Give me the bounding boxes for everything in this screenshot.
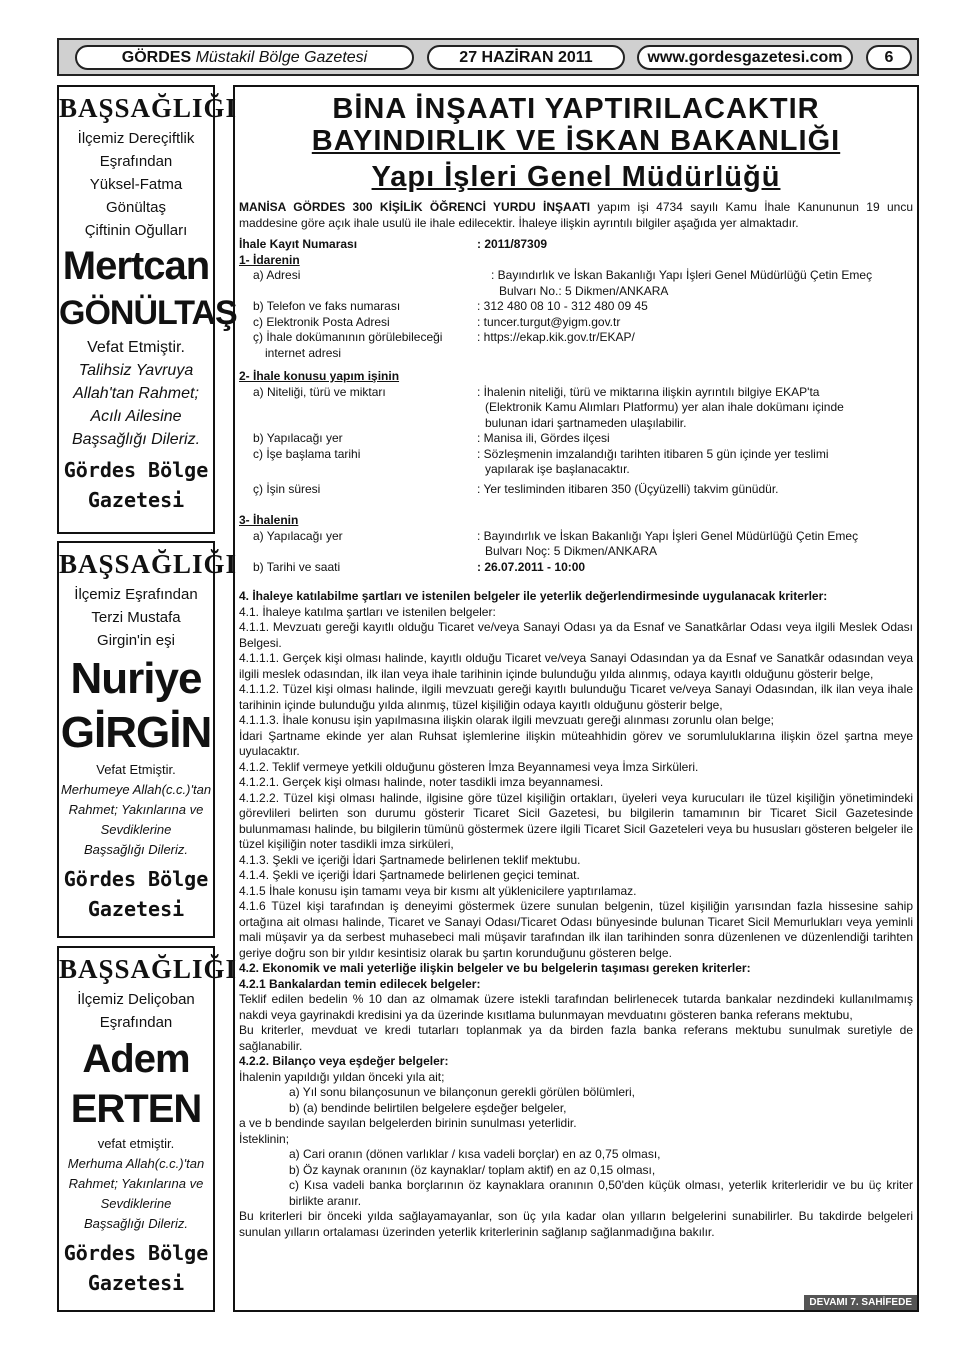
page-number: 6 xyxy=(866,45,912,70)
continued-label: DEVAMI 7. SAHİFEDE xyxy=(804,1295,917,1310)
info-value: : 312 480 08 10 - 312 480 09 45 xyxy=(477,299,648,313)
body-paragraph: 4.1.1.3. İhale konusu işin yapılmasına ilişkin olarak ilgili mevzuatı gereği alınması zorunlu olan belge; xyxy=(239,713,774,727)
obituary-message: Allah'tan Rahmet; xyxy=(73,385,199,402)
info-row xyxy=(235,315,917,331)
info-row xyxy=(235,346,917,362)
obituary-message: Merhuma Allah(c.c.)'tan xyxy=(67,1156,205,1171)
obituary-line: Yüksel-Fatma xyxy=(89,176,183,193)
info-row xyxy=(235,529,917,560)
notice-ministry: BAYINDIRLIK VE İSKAN BAKANLIĞI xyxy=(311,125,841,157)
info-row xyxy=(235,268,917,299)
obituary-status: vefat etmiştir. xyxy=(97,1136,175,1151)
obituary-line: İlçemiz Eşrafından xyxy=(74,586,198,603)
obituary-message: Rahmet; Yakınlarına ve xyxy=(68,1176,204,1191)
obituary-box-2 xyxy=(57,541,238,938)
info-label: b) Telefon ve faks numarası xyxy=(253,299,401,313)
tender-datetime: : 26.07.2011 - 10:00 xyxy=(477,559,586,574)
list-item: a) Yıl sonu bilançosunun ve bilançonun gerekli görülen bölümleri, xyxy=(289,1085,635,1099)
notice-intro xyxy=(239,199,913,231)
obituary-message: Sevdiklerine xyxy=(100,1196,172,1211)
section-2-heading: 2- İhale konusu yapım işinin xyxy=(239,369,400,383)
paper-subtitle: Müstakil Bölge Gazetesi xyxy=(195,49,368,66)
obituary-line: Terzi Mustafa xyxy=(91,609,181,626)
info-value: bulunan idari şartnameden ulaşılabilir. xyxy=(485,415,687,430)
info-label: a) Adresi xyxy=(253,268,301,282)
info-value: : Manisa ili, Gördes ilçesi xyxy=(477,431,610,445)
section-4-body xyxy=(239,605,913,1241)
obituary-title: BAŞSAĞLIĞI xyxy=(59,549,238,579)
section-1-heading: 1- İdarenin xyxy=(239,252,300,267)
body-paragraph: İsteklinin; xyxy=(239,1131,290,1146)
info-label: ç) İşin süresi xyxy=(253,481,321,496)
subsection-heading: 4.2.1 Bankalardan temin edilecek belgeler: xyxy=(239,976,481,991)
page-header xyxy=(57,38,919,76)
subsection-heading: 4.2.2. Bilanço veya eşdeğer belgeler: xyxy=(239,1054,449,1068)
paper-title-pill xyxy=(75,45,414,70)
info-value: : Bayındırlık ve İskan Bakanlığı Yapı İşleri Genel Müdürlüğü Çetin Emeç xyxy=(477,528,859,543)
body-paragraph: 4.1.1. Mevzuatı gereği kayıtlı olduğu Ticaret ve/veya Sanayi Odası ya da Esnaf ve Sanatkârlar Odası veya ilgili Meslek Odası Belgesi. xyxy=(239,620,913,650)
obituary-line: Eşrafından xyxy=(99,1014,173,1031)
registration-label: İhale Kayıt Numarası xyxy=(239,237,358,251)
info-label: c) İşe başlama tarihi xyxy=(253,446,361,461)
body-paragraph: İdari Şartname ekinde yer alan Ruhsat işlemlerine ilişkin müteahhidin görev ve sorumluluklarına ilişkin özel şartna meye uyulacaktır. xyxy=(239,728,913,758)
deceased-surname: GİRGİN xyxy=(60,708,212,757)
obituary-message: Merhumeye Allah(c.c.)'tan xyxy=(60,782,212,797)
info-row xyxy=(235,560,917,576)
obituary-message: Rahmet; Yakınlarına ve xyxy=(68,802,204,817)
info-row xyxy=(235,447,917,478)
intro-text: yapım işi 4734 sayılı Kamu İhale Kanununun 19 uncu maddesine göre açık ihale usulü ile ihale edilecektir. İhaleye ilişkin ayrıntılı bilgiler aşağıda yer almaktadır. xyxy=(239,200,913,230)
section-4-heading: 4. İhaleye katılabilme şartları ve istenilen belgeler ile yeterlik değerlendirmesinde uygulanacak kriterler: xyxy=(239,589,828,603)
list-item: b) (a) bendinde belirtilen belgelere eşdeğer belgeler, xyxy=(289,1100,567,1115)
list-item: a) Cari oranın (dönen varlıklar / kısa vadeli borçlar) en az 0,75 olması, xyxy=(289,1147,661,1161)
info-label: ç) İhale dokümanının görülebileceği xyxy=(253,330,443,344)
info-value: (Elektronik Kamu Alımları Platformu) yer alan ihale dokümanı içinde xyxy=(485,400,844,414)
obituary-line: İlçemiz Deliçoban xyxy=(77,991,195,1008)
body-paragraph: a ve b bendinde sayılan belgelerden birinin sunulması yeterlidir. xyxy=(239,1116,577,1130)
section-3-heading: 3- İhalenin xyxy=(239,513,299,527)
info-row xyxy=(235,431,917,447)
obituary-message: Başsağlığı Dileriz. xyxy=(71,431,201,448)
obituary-line: Girgin'in eşi xyxy=(97,632,175,649)
info-label: b) Tarihi ve saati xyxy=(253,559,341,574)
body-paragraph: Bu kriterler, mevduat ve kredi tutarları toplanmak ya da birden fazla banka referans mektubu sunulmak suretiyle de sağlanabilir. xyxy=(239,1023,913,1053)
body-paragraph: 4.1.4. Şekli ve içeriği İdari Şartnamede belirlenen geçici teminat. xyxy=(239,868,580,882)
body-paragraph: Bu kriterleri bir önceki yılda sağlayamayanlar, son üç yıla kadar olan yılların belgelerini sunabilirler. Bu takdirde belgeleri sunulan yılların ortalaması üzerinden yeterlik kriterlerinin sağlanıp sağlanmadığına bakılır. xyxy=(239,1209,913,1239)
obituary-message: Talihsiz Yavruya xyxy=(78,362,194,379)
obituary-box-3 xyxy=(57,946,238,1312)
website-pill: www.gordesgazetesi.com xyxy=(637,45,853,70)
info-row xyxy=(235,385,917,432)
body-paragraph: 4.1.3. Şekli ve içeriği İdari Şartnamede belirlenen teklif mektubu. xyxy=(239,852,581,867)
info-row xyxy=(235,299,917,315)
info-label: a) Yapılacağı yer xyxy=(253,528,343,543)
obituary-signature: Gördes Bölge xyxy=(63,1241,209,1265)
paper-name: GÖRDES xyxy=(121,49,192,66)
body-paragraph: 4.1.2.1. Gerçek kişi olması halinde, noter tasdikli imza beyannamesi. xyxy=(239,775,604,789)
body-paragraph: 4.1.6 Tüzel kişi tarafından iş deneyimi göstermek üzere sunulan belgenin, tüzel kişiliğin yarısından fazla hissesine sahip ortağına ait olması halinde, Ticaret ve Sanayi Odası/Ticaret Odası bünyesinde bulunan Ticaret Sicil Memurlukları veya yeminli mali müşavir ya da serbest muhasebeci mali müşavir tarafından ilk ilan tarihinden sonra düzenlenen ve düzenlendiği tarihten geriye doğru son bir yıldır kesintisiz olarak bu şartın korunduğunu gösteren belge. xyxy=(239,899,913,960)
tender-notice xyxy=(233,85,919,1312)
obituary-line: Çiftinin Oğulları xyxy=(84,222,188,239)
info-value: : Bayındırlık ve İskan Bakanlığı Yapı İşleri Genel Müdürlüğü Çetin Emeç xyxy=(491,268,873,282)
info-label: b) Yapılacağı yer xyxy=(253,431,343,445)
list-item: b) Öz kaynak oranının (öz kaynaklar/ toplam aktif) en az 0,15 olması, xyxy=(289,1162,656,1177)
obituary-signature: Gördes Bölge xyxy=(63,867,209,891)
obituary-line: Gönültaş xyxy=(105,199,167,216)
body-paragraph: 4.1.1.1. Gerçek kişi olması halinde, kayıtlı olduğu Ticaret ve/veya Sanayi Odasından ya da Esnaf ve Sanatkâr odasından veya ilgili meslek odasından, ilk ilan veya ihale tarihinin içinde bulunduğu yılda alınmış, odaya kayıtlı olduğunu gösterir belge, xyxy=(239,651,913,681)
obituary-signature: Gördes Bölge xyxy=(63,458,209,482)
info-label: internet adresi xyxy=(265,345,342,360)
deceased-surname: GÖNÜLTAŞ xyxy=(59,294,237,332)
obituary-message: Başsağlığı Dileriz. xyxy=(83,842,189,857)
obituary-status: Vefat Etmiştir. xyxy=(87,339,185,356)
info-value: : Sözleşmenin imzalandığı tarihten itibaren 5 gün içinde yer teslimi xyxy=(477,446,829,461)
obituary-title: BAŞSAĞLIĞI xyxy=(59,93,238,123)
registration-value: : 2011/87309 xyxy=(477,237,548,251)
deceased-first-name: Adem xyxy=(82,1037,190,1081)
date-pill: 27 HAZİRAN 2011 xyxy=(427,45,625,70)
info-value: : İhalenin niteliği, türü ve miktarına ilişkin ayrıntılı bilgiye EKAP'ta xyxy=(477,384,820,399)
subsection-heading: 4.2. Ekonomik ve mali yeterliğe ilişkin belgeler ve bu belgelerin taşıması gereken kriterler: xyxy=(239,961,751,975)
registration-row xyxy=(235,237,917,253)
deceased-first-name: Mertcan xyxy=(62,244,210,288)
body-paragraph: 4.1.5 İhale konusu işin tamamı veya bir kısmı alt yüklenicilere yaptırılamaz. xyxy=(239,883,637,898)
info-value: : Yer tesliminden itibaren 350 (Üçyüzelli) takvim günüdür. xyxy=(477,481,779,496)
info-value: yapılarak işe başlanacaktır. xyxy=(485,462,630,476)
deceased-first-name: Nuriye xyxy=(70,654,202,703)
project-name: MANİSA GÖRDES 300 KİŞİLİK ÖĞRENCİ YURDU İNŞAATI xyxy=(239,200,591,214)
obituary-title: BAŞSAĞLIĞI xyxy=(59,954,238,984)
obituary-message: Başsağlığı Dileriz. xyxy=(83,1216,189,1231)
body-paragraph: 4.1.2. Teklif vermeye yetkili olduğunu gösteren İmza Beyannamesi veya İmza Sirküleri. xyxy=(239,759,699,774)
info-value: : https://ekap.kik.gov.tr/EKAP/ xyxy=(477,330,635,344)
body-paragraph: Teklif edilen bedelin % 10 dan az olmamak üzere istekli tarafından belirlenecek tutarda bankalar nezdindeki kullanılmamış nakdi veya gayrinakdi kredisini ya da üzerinde kısıtlama bulunmayan mevduatını gösteren banka referans mektubu, xyxy=(239,992,913,1022)
info-row xyxy=(235,330,917,346)
info-row xyxy=(235,482,917,498)
body-paragraph: İhalenin yapıldığı yıldan önceki yıla ait; xyxy=(239,1069,445,1084)
obituary-message: Acılı Ailesine xyxy=(90,408,182,425)
info-value: Bulvarı Noç: 5 Dikmen/ANKARA xyxy=(485,544,658,558)
info-value: Bulvarı No.: 5 Dikmen/ANKARA xyxy=(499,283,669,298)
info-label: a) Niteliği, türü ve miktarı xyxy=(253,384,386,399)
body-paragraph: 4.1.2.2. Tüzel kişi olması halinde, ilgisine göre tüzel kişiliğin ortakları, üyeleri veya kurucuları ile tüzel kişiliğin yönetimindeki görevlileri belirten son durumu gösterir Ticaret Sicil Gazetesi, bu bilgilerin tamamının bir Ticaret Sicil Gazetesinde bulunmaması halinde, bu bilgilerin tümünü göstermek üzere ilgili Ticaret Sicil Gazeteleri veya bu hususları gösteren belgeler ile tüzel kişiliğin noter tasdikli imza sirküleri, xyxy=(239,790,913,851)
list-item: c) Kısa vadeli banka borçlarının öz kaynaklara oranının 0,50'den küçük olması, yeterlik kriterleridir ve bu üç kriter birlikte aranır. xyxy=(289,1178,913,1208)
obituary-signature: Gazetesi xyxy=(87,897,185,921)
deceased-surname: ERTEN xyxy=(70,1087,202,1131)
obituary-signature: Gazetesi xyxy=(87,1271,185,1295)
notice-directorate: Yapı İşleri Genel Müdürlüğü xyxy=(371,161,781,193)
notice-headline: BİNA İNŞAATI YAPTIRILACAKTIR xyxy=(332,93,820,125)
obituary-message: Sevdiklerine xyxy=(100,822,172,837)
body-paragraph: 4.1.1.2. Tüzel kişi olması halinde, ilgili mevzuatı gereği kayıtlı bulunduğu Ticaret ve/veya Sanayi Odasından, ilk ilan veya ihale tarihinin içinde bulunduğu yılda alınmış, tüzel kişiliğin odaya kayıtlı olduğunu gösterir belge, xyxy=(239,682,913,712)
obituary-signature: Gazetesi xyxy=(87,488,185,512)
obituary-line: İlçemiz Dereçiftlik xyxy=(77,130,195,147)
obituary-line: Eşrafından xyxy=(99,153,173,170)
body-paragraph: 4.1. İhaleye katılma şartları ve istenilen belgeler: xyxy=(239,604,496,619)
info-label: c) Elektronik Posta Adresi xyxy=(253,314,390,329)
obituary-box-1 xyxy=(57,85,238,534)
obituary-status: Vefat Etmiştir. xyxy=(96,762,176,777)
info-value: : tuncer.turgut@yigm.gov.tr xyxy=(477,314,621,329)
